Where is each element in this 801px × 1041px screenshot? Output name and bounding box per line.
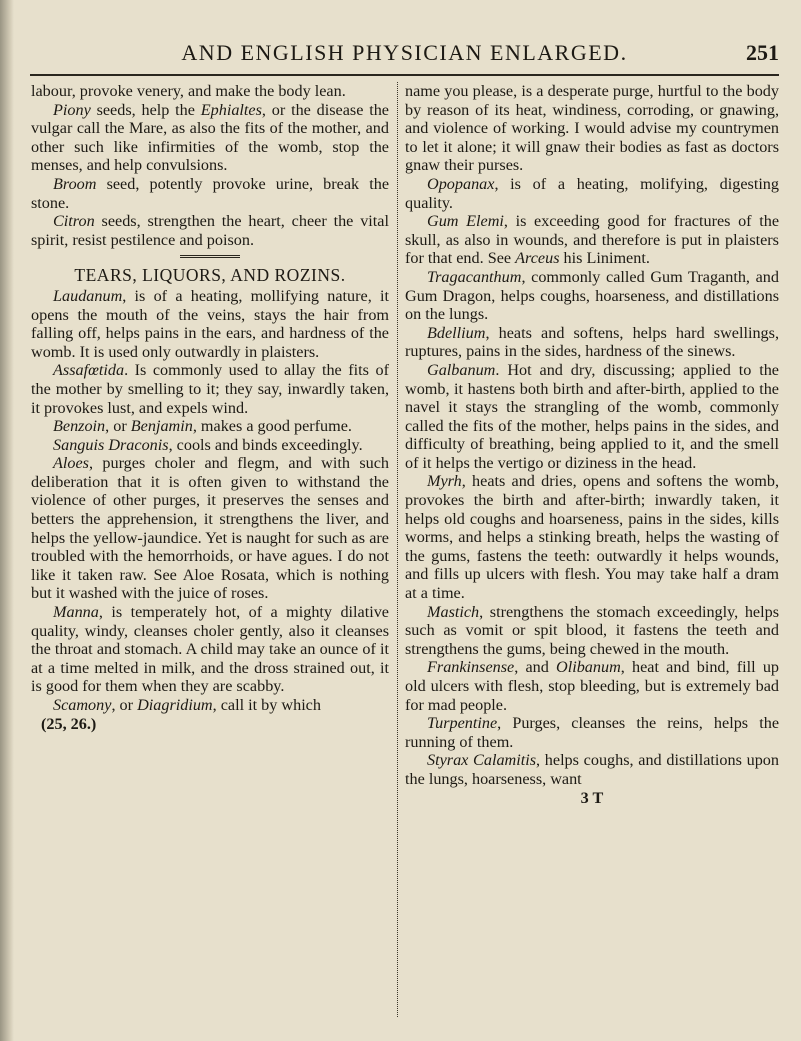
- paragraph-turpentine: Turpentine, Purges, cleanses the reins, helps the running of them.: [405, 714, 779, 751]
- running-title: AND ENGLISH PHYSICIAN ENLARGED.: [181, 40, 628, 65]
- section-rule: [180, 255, 240, 258]
- book-spine-shadow: [0, 0, 14, 1041]
- paragraph-frankinsense: Frankinsense, and Olibanum, heat and bind, fill up old ulcers with flesh, stop bleeding, but is extremely bad for mad people.: [405, 658, 780, 714]
- paragraph-bdellium: Bdellium, heats and softens, helps hard swellings, ruptures, pains in the sides, hardness of the sinews.: [405, 323, 779, 361]
- signature-mark: (25, 26.): [41, 714, 97, 733]
- left-column: [31, 82, 389, 733]
- paragraph-piony: Piony seeds, help the Ephialtes, or the disease the vulgar call the Mare, as also the fits of the mother, and other such like infirmities of the womb, stop the menses, and help convulsions.: [31, 100, 389, 175]
- paragraph-citron: Citron seeds, strengthen the heart, cheer the vital spirit, resist pestilence and poison.: [31, 212, 389, 249]
- section-heading: TEARS, LIQUORS, AND ROZINS.: [74, 265, 346, 286]
- paragraph-galbanum: Galbanum. Hot and dry, discussing; applied to the womb, it hastens both birth and after-birth, applied to the navel it stays the strangling of the womb, commonly called the fits of the mother, helps pains in the sides, and difficulty of breathing, being applied to it, and the smell of it helps the vertigo or diziness in the head.: [405, 360, 779, 472]
- paragraph: labour, provoke venery, and make the body lean.: [31, 82, 346, 100]
- paragraph-broom: Broom seed, potently provoke urine, break the stone.: [31, 174, 389, 212]
- paragraph-opopanax: Opopanax, is of a heating, molifying, digesting quality.: [405, 174, 779, 212]
- paragraph-sanguis-draconis: Sanguis Draconis, cools and binds exceedingly.: [53, 435, 363, 454]
- paragraph-benzoin: Benzoin, or Benjamin, makes a good perfume.: [53, 417, 352, 436]
- paragraph-aloes: Aloes, purges choler and flegm, and with such deliberation that it is often given to withstand the violence of other purges, it preserves the senses and betters the apprehension, it strengthens the liver, and helps the yellow-jaundice. Yet is naught for such as are troubled with the hemorrhoids, or have agues. I do not like it taken raw. See Aloe Rosata, which is nothing but it washed with the juice of roses.: [31, 454, 389, 603]
- right-column: [405, 82, 779, 807]
- paragraph-assafoetida: Assafœtida. Is commonly used to allay the fits of the mother by smelling to it; they say, inwardly taken, it provokes lust, and expels wind.: [31, 361, 389, 417]
- paragraph: name you please, is a desperate purge, hurtful to the body by reason of its heat, windiness, corroding, or gnawing, and violence of working. I would advise my countrymen to let it alone; it will gnaw their bodies as fast as doctors gnaw their purses.: [405, 82, 779, 175]
- page-number: 251: [746, 40, 779, 65]
- column-divider: [397, 82, 398, 1017]
- paragraph-gum-elemi: Gum Elemi, is exceeding good for fractures of the skull, as also in wounds, and therefore is put in plaisters for that end. See Arceus his Liniment.: [405, 212, 779, 268]
- signature-mark: 3 T: [580, 788, 604, 807]
- paragraph-manna: Manna, is temperately hot, of a mighty dilative quality, windy, cleanses choler gently, also it cleanses the throat and stomach. A child may take an ounce of it at a time melted in milk, and the dross strained out, it is good for them when they are scabby.: [31, 603, 389, 696]
- paragraph-mastich: Mastich, strengthens the stomach exceedingly, helps such as vomit or spit blood, it fastens the teeth and strengthens the gums, being chewed in the mouth.: [405, 602, 779, 658]
- paragraph-scamony: Scamony, or Diagridium, call it by which: [53, 696, 321, 714]
- header-rule: [30, 74, 779, 76]
- paragraph-styrax: Styrax Calamitis, helps coughs, and distillations upon the lungs, hoarseness, want: [405, 751, 779, 788]
- page-header: [30, 40, 779, 70]
- paragraph-myrh: Myrh, heats and dries, opens and softens the womb, provokes the birth and after-birth; inwardly taken, it helps old coughs and hoarseness, pains in the sides, kills worms, and helps a stinking breath, helps the wasting of the gums, fastens the teeth: outwardly it helps wounds, and fills up ulcers with flesh. You may take half a dram at a time.: [405, 472, 779, 603]
- paragraph-laudanum: Laudanum, is of a heating, mollifying nature, it opens the mouth of the veins, stays the hair from falling off, helps pains in the ears, and hardness of the womb. It is used only outwardly in plaisters.: [31, 286, 389, 361]
- paragraph-tragacanthum: Tragacanthum, commonly called Gum Traganth, and Gum Dragon, helps coughs, hoarseness, and distillations on the lungs.: [405, 267, 779, 324]
